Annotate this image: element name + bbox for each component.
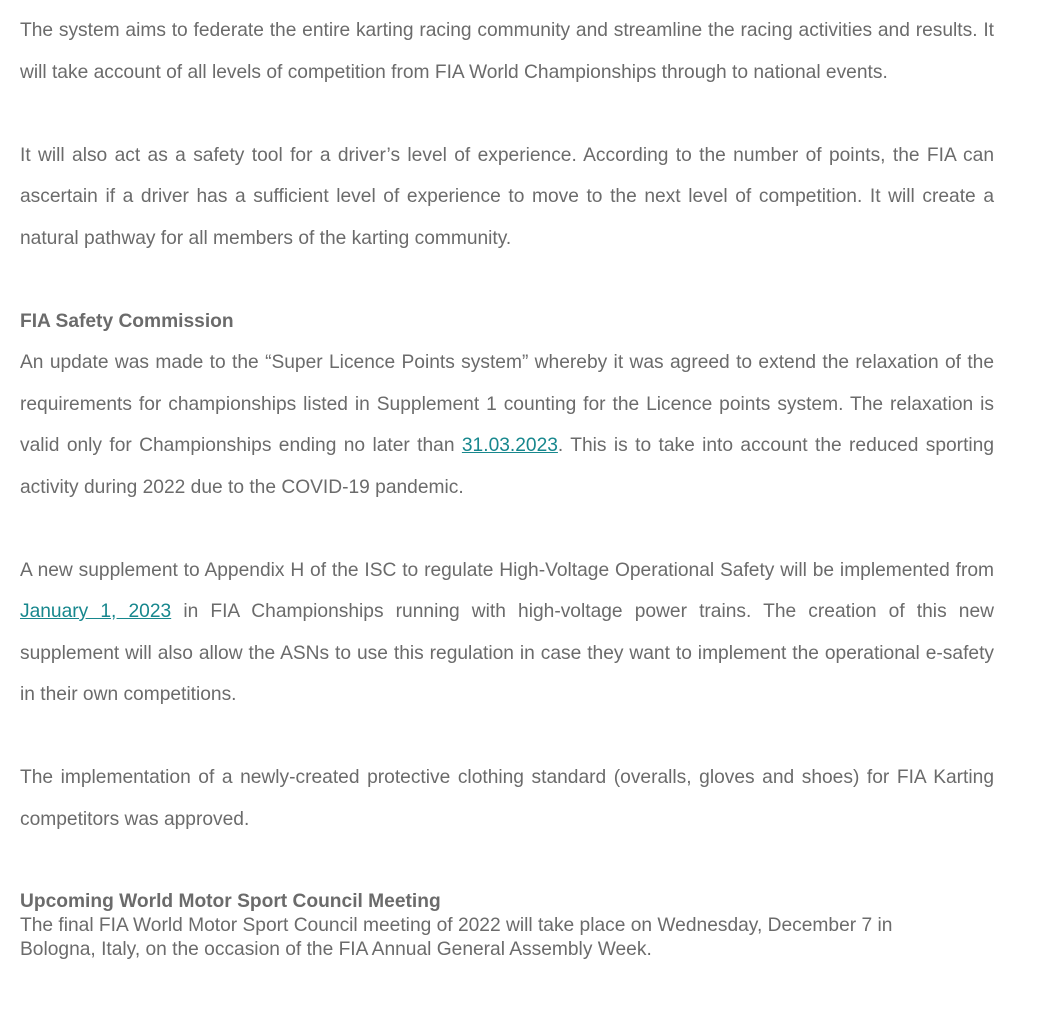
- paragraph-text: An update was made to the “Super Licence Points system” whereby it was agreed to extend the relaxation of the requirements for championships listed in Supplement 1 counting for the Licence points system. The relaxation is valid only for Championships ending no later than: [20, 352, 994, 456]
- paragraph-gap: [20, 840, 994, 890]
- paragraph-gap: [20, 716, 994, 758]
- article-body: [20, 10, 994, 962]
- paragraph-text: . This is to take into account the reduced sporting activity during 2022 due to the COVID-19 pandemic.: [20, 435, 995, 498]
- paragraph-super-licence: [20, 342, 994, 508]
- paragraph-text: A new supplement to Appendix H of the ISC to regulate High-Voltage Operational Safety will be implemented from: [20, 559, 994, 581]
- paragraph-gap: [20, 259, 994, 301]
- paragraph-federation: The system aims to federate the entire karting racing community and streamline the racing activities and results. It will take account of all levels of competition from FIA World Championships through to national events.: [20, 20, 994, 83]
- paragraph-gap: [20, 508, 994, 550]
- date-link-january-1-2023[interactable]: January 1, 2023: [20, 601, 172, 622]
- heading-fia-safety-commission: FIA Safety Commission: [20, 310, 234, 332]
- heading-upcoming-wmsc-meeting: Upcoming World Motor Sport Council Meeting: [20, 891, 441, 912]
- paragraph-text: in FIA Championships running with high-voltage power trains. The creation of this new supplement will also allow the ASNs to use this regulation in case they want to implement the operational e-safety in their own competitions.: [20, 601, 994, 705]
- paragraph-gap: [20, 93, 994, 135]
- paragraph-safety-tool: It will also act as a safety tool for a driver’s level of experience. According to the number of points, the FIA can ascertain if a driver has a sufficient level of experience to move to the next level of competition. It will create a natural pathway for all members of the karting community.: [20, 144, 994, 249]
- date-link-31-03-2023[interactable]: 31.03.2023: [461, 435, 558, 456]
- paragraph-wmsc-meeting: The final FIA World Motor Sport Council meeting of 2022 will take place on Wednesday, December 7 in Bologna, Italy, on the occasion of the FIA Annual General Assembly Week.: [20, 915, 893, 960]
- paragraph-protective-clothing: The implementation of a newly-created protective clothing standard (overalls, gloves and shoes) for FIA Karting competitors was approved.: [20, 767, 994, 830]
- paragraph-high-voltage: [20, 550, 994, 716]
